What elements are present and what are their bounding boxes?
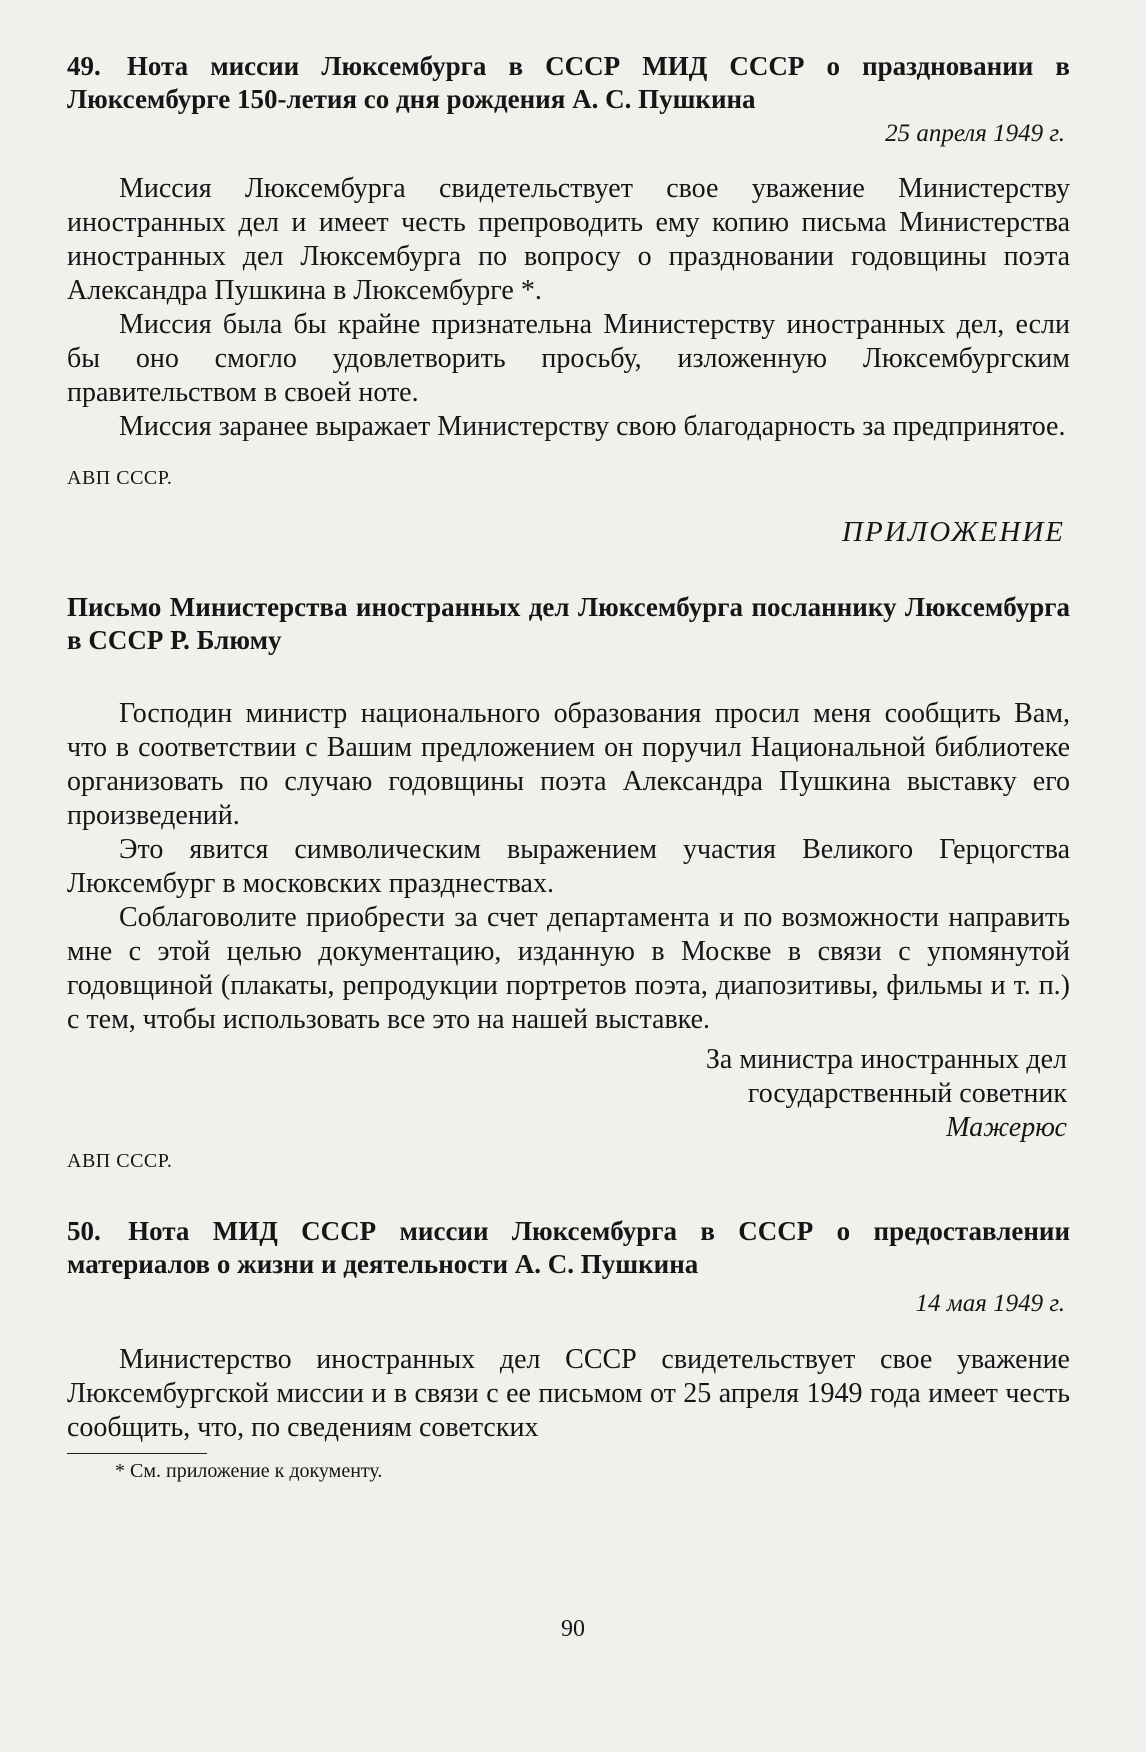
doc49-number: 49.: [67, 51, 101, 81]
appendix-source: АВП СССР.: [67, 1150, 173, 1172]
document-page: [67, 50, 1070, 1483]
doc50-paragraph: Министерство иностранных дел СССР свидетельствует свое уважение Люксембургской миссии и в связи с ее письмом от 25 апреля 1949 года имеет честь сообщить, что, по сведениям советских: [67, 1344, 1070, 1443]
doc50-number: 50.: [67, 1216, 101, 1246]
footnote-divider: [67, 1453, 207, 1454]
doc50-body: [67, 1343, 1070, 1445]
doc50-date: 14 мая 1949 г.: [915, 1290, 1065, 1317]
appendix-paragraph-3: Соблаговолите приобрести за счет департамента и по возможности направить мне с этой целью документацию, изданную в Москве в связи с упомянутой годовщиной (плакаты, репродукции портретов поэта, диапозитивы, фильмы и т. п.) с тем, чтобы использовать все это на нашей выставке.: [67, 902, 1070, 1035]
appendix-body: [67, 697, 1070, 1037]
signature-name: Мажерюс: [946, 1112, 1067, 1143]
doc49-heading: [67, 50, 1070, 116]
footnote: * См. приложение к документу.: [115, 1460, 383, 1482]
doc49-paragraph-1: Миссия Люксембурга свидетельствует свое уважение Министерству иностранных дел и имеет честь препроводить ему копию письма Министерства иностранных дел Люксембурга по вопросу о праздновании годовщины поэта Александра Пушкина в Люксембурге *.: [67, 173, 1070, 306]
appendix-title: Письмо Министерства иностранных дел Люксембурга посланнику Люксембурга в СССР Р. Блюму: [67, 592, 1070, 655]
doc49-source: АВП СССР.: [67, 467, 173, 489]
doc49-paragraph-2: Миссия была бы крайне признательна Министерству иностранных дел, если бы оно смогло удовлетворить просьбу, изложенную Люксембургским правительством в своей ноте.: [67, 309, 1070, 408]
page-number: 90: [561, 1616, 585, 1642]
doc50-heading: [67, 1215, 1070, 1281]
signature-block: [67, 1043, 1070, 1145]
signature-line-1: За министра иностранных дел: [705, 1044, 1067, 1075]
doc49-title: Нота миссии Люксембурга в СССР МИД СССР о праздновании в Люксембурге 150-летия со дня рождения А. С. Пушкина: [67, 51, 1070, 114]
doc50-title: Нота МИД СССР миссии Люксембурга в СССР о предоставлении материалов о жизни и деятельности А. С. Пушкина: [67, 1216, 1071, 1279]
doc49-date: 25 апреля 1949 г.: [885, 120, 1065, 147]
appendix-label: ПРИЛОЖЕНИЕ: [842, 516, 1065, 548]
appendix-paragraph-1: Господин министр национального образования просил меня сообщить Вам, что в соответствии с Вашим предложением он поручил Национальной библиотеке организовать по случаю годовщины поэта Александра Пушкина выставку его произведений.: [67, 698, 1070, 831]
doc49-body: [67, 172, 1070, 444]
appendix-paragraph-2: Это явится символическим выражением участия Великого Герцогства Люксембург в московских празднествах.: [67, 834, 1070, 899]
signature-line-2: государственный советник: [747, 1078, 1067, 1109]
doc49-paragraph-3: Миссия заранее выражает Министерству свою благодарность за предпринятое.: [119, 411, 1066, 442]
